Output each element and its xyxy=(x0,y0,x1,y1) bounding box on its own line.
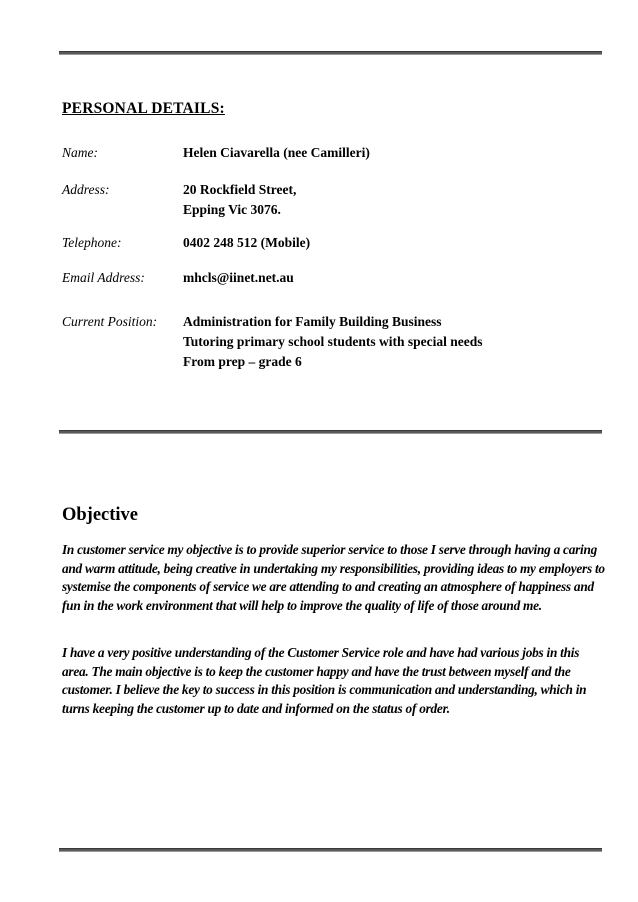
address-line-1: 20 Rockfield Street, xyxy=(183,182,297,197)
position-line-3: From prep – grade 6 xyxy=(183,354,302,369)
telephone-value: 0402 248 512 (Mobile) xyxy=(183,235,311,250)
middle-divider xyxy=(59,430,602,434)
name-label: Name: xyxy=(62,145,98,160)
bottom-divider xyxy=(59,848,602,852)
address-value xyxy=(183,180,296,220)
email-value: mhcls@iinet.net.au xyxy=(183,270,294,285)
objective-paragraph-1: In customer service my objective is to provide superior service to those I serve through having a caring and warm attitude, being creative in undertaking my responsibilities, providing ideas to my employers to systemise the components of service we are attending to and creating an atmosphere of happiness and fun in the work environment that will help to improve the quality of life of those around me. xyxy=(62,542,605,613)
name-value: Helen Ciavarella (nee Camilleri) xyxy=(183,145,370,160)
address-label: Address: xyxy=(62,182,110,197)
objective-paragraph-2: I have a very positive understanding of the Customer Service role and have had various jobs in this area. The main objective is to keep the customer happy and have the trust between myself and the customer. I believe the key to success in this position is communication and understanding, which in turns keeping the customer up to date and informed on the status of order. xyxy=(62,645,587,716)
top-divider xyxy=(59,51,602,55)
objective-heading: Objective xyxy=(62,505,139,525)
position-line-1: Administration for Family Building Business xyxy=(183,314,442,329)
telephone-label: Telephone: xyxy=(62,235,122,250)
position-line-2: Tutoring primary school students with special needs xyxy=(183,334,483,349)
email-label: Email Address: xyxy=(62,270,145,285)
personal-details-heading: PERSONAL DETAILS: xyxy=(62,100,225,117)
current-position-value xyxy=(183,312,483,372)
current-position-label: Current Position: xyxy=(62,314,158,329)
address-line-2: Epping Vic 3076. xyxy=(183,202,281,217)
